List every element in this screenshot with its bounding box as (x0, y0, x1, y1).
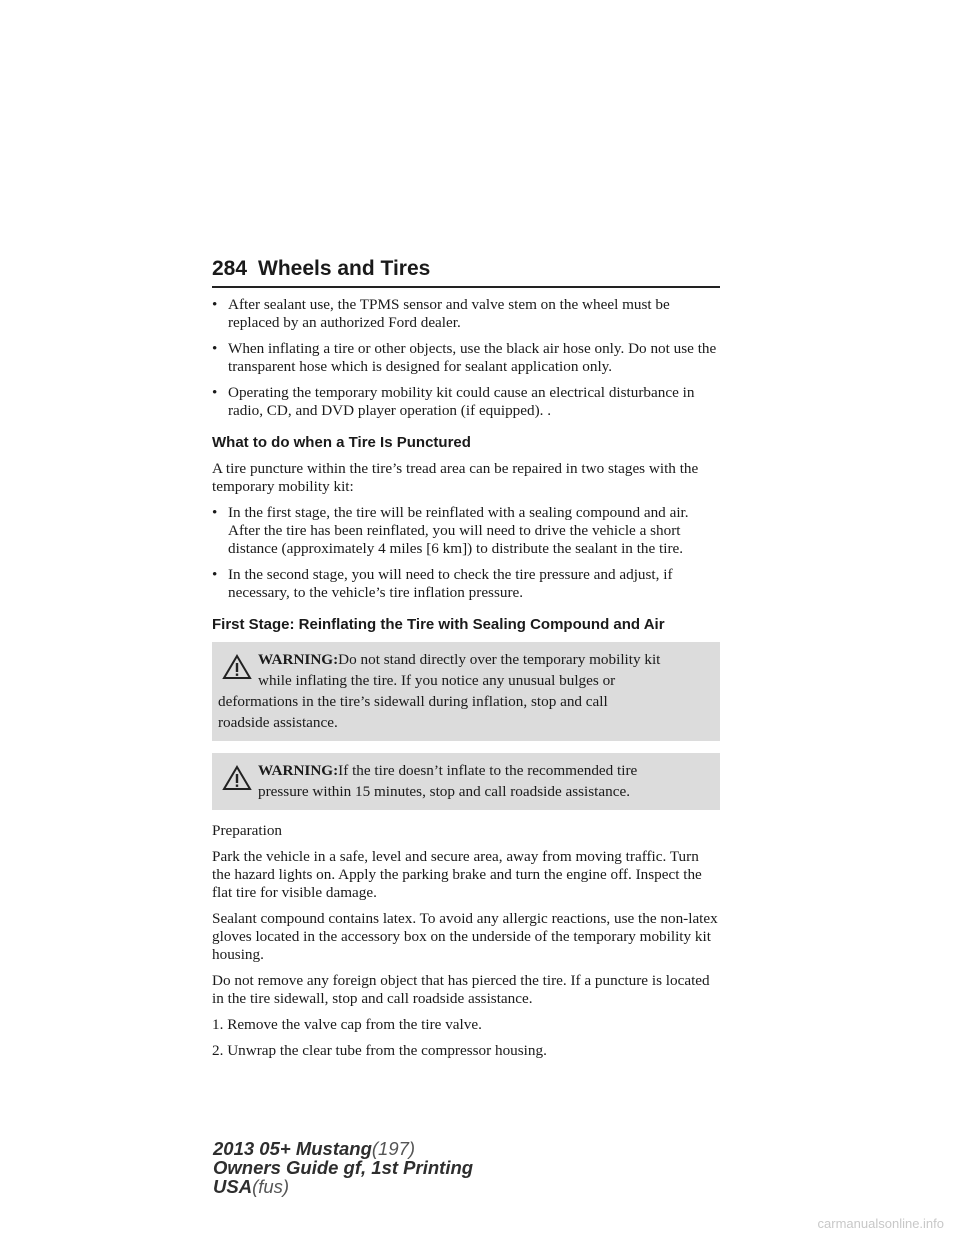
warning-text: WARNING:Do not stand directly over the temporary mobility kit (258, 651, 661, 668)
list-item: • In the first stage, the tire will be reinflated with a sealing compound and air. After the tire has been reinflated, you will need to drive the vehicle a short distance (approximately 4 miles [6 km]) to distribute the sealant in the tire. (212, 504, 689, 557)
preparation-label: Preparation (212, 822, 283, 839)
warning-text-line: deformations in the tire’s sidewall during inflation, stop and call (218, 693, 608, 710)
header-rule (212, 286, 720, 288)
list-item: • When inflating a tire or other objects, use the black air hose only. Do not use the transparent hose which is designed for sealant application only. (212, 340, 717, 375)
list-item: • After sealant use, the TPMS sensor and valve stem on the wheel must be replaced by an authorized Ford dealer. (212, 296, 670, 331)
warning-box (212, 753, 720, 810)
warning-triangle-icon (222, 765, 252, 791)
warning-text-line: while inflating the tire. If you notice any unusual bulges or (258, 672, 616, 689)
warning-triangle-icon (222, 654, 252, 680)
footer-region: USA (213, 1176, 253, 1197)
intro-paragraph: A tire puncture within the tire’s tread area can be repaired in two stages with the temporary mobility kit: (212, 460, 699, 495)
paragraph: Park the vehicle in a safe, level and secure area, away from moving traffic. Turn the hazard lights on. Apply the parking brake and turn the engine off. Inspect the flat tire for visible damage. (212, 848, 702, 901)
warning-text-line: pressure within 15 minutes, stop and call roadside assistance. (258, 783, 631, 800)
watermark: carmanualsonline.info (817, 1216, 944, 1231)
list-item: • In the second stage, you will need to check the tire pressure and adjust, if necessary, to the vehicle’s tire inflation pressure. (212, 566, 673, 601)
list-item: • Operating the temporary mobility kit could cause an electrical disturbance in radio, CD, and DVD player operation (if equipped). . (212, 384, 695, 419)
page-footer (213, 1139, 473, 1196)
footer-guide: Owners Guide gf, 1st Printing (213, 1157, 474, 1178)
step-2: 2. Unwrap the clear tube from the compressor housing. (212, 1042, 547, 1059)
heading-tire-punctured: What to do when a Tire Is Punctured (212, 434, 471, 451)
step-1: 1. Remove the valve cap from the tire valve. (212, 1016, 482, 1033)
paragraph: Sealant compound contains latex. To avoid any allergic reactions, use the non-latex gloves located in the accessory box on the underside of the temporary mobility kit housing. (212, 910, 718, 963)
page-header (212, 257, 720, 293)
footer-model: 2013 05+ Mustang (213, 1138, 372, 1159)
footer-model-code: (197) (371, 1138, 416, 1159)
page-content (212, 296, 720, 1068)
warning-box (212, 642, 720, 741)
paragraph: Do not remove any foreign object that has pierced the tire. If a puncture is located in the tire sidewall, stop and call roadside assistance. (212, 972, 710, 1007)
footer-region-code: (fus) (252, 1176, 290, 1197)
section-title: Wheels and Tires (258, 257, 431, 280)
warning-text-line: roadside assistance. (218, 714, 338, 731)
page-number: 284 (212, 257, 248, 280)
heading-first-stage: First Stage: Reinflating the Tire with Sealing Compound and Air (212, 616, 665, 633)
warning-text: WARNING:If the tire doesn’t inflate to the recommended tire (258, 762, 638, 779)
